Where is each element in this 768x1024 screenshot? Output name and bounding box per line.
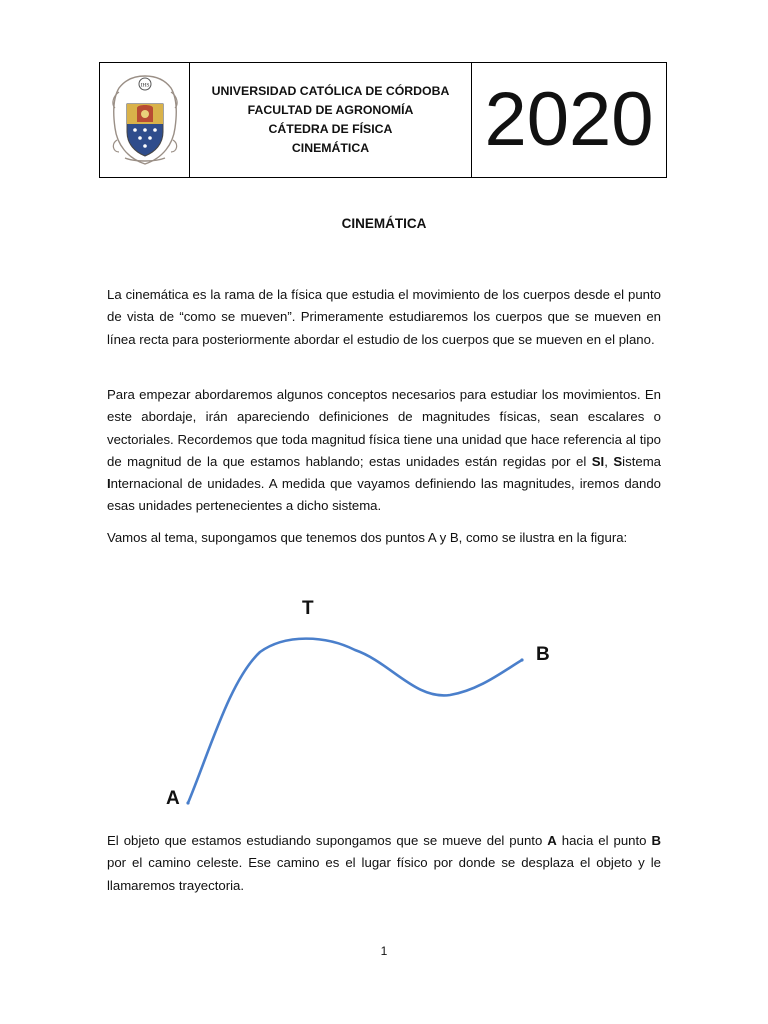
paragraph-units-text-2: , [604, 453, 614, 469]
paragraph-units [107, 384, 661, 518]
university-logo-cell [100, 63, 190, 177]
document-title: CINEMÁTICA [341, 216, 427, 231]
paragraph-trajectory-text-1: El objeto que estamos estudiando supongamos que se mueve del punto [107, 833, 548, 848]
faculty-name: FACULTAD DE AGRONOMÍA [247, 103, 414, 117]
paragraph-units-text-3: istema [622, 453, 662, 469]
chair-name: CÁTEDRA DE FÍSICA [268, 122, 393, 136]
seal-monogram: IHS [140, 82, 149, 89]
university-seal-icon [107, 70, 183, 170]
paragraph-trajectory [107, 830, 661, 897]
label-b: B [536, 644, 550, 665]
paragraph-trajectory-text-3: por el camino celeste. Ese camino es el lugar físico por donde se desplaza el objeto y le llamaremos trayectoria. [107, 855, 661, 893]
label-t: T [302, 598, 314, 619]
paragraph-units-text-1: Para empezar abordaremos algunos conceptos necesarios para estudiar los movimientos. En este abordaje, irán apareciendo definiciones de magnitudes físicas, sean escalares o vectoriales. Recordemos que toda magnitud física tiene una unidad que hace referencia al tipo de magnitud de la que estamos hablando; estas unidades están regidas por el [107, 387, 661, 469]
paragraph-figure-intro: Vamos al tema, supongamos que tenemos dos puntos A y B, como se ilustra en la figura: [107, 530, 628, 545]
year: 2020 [484, 77, 654, 162]
point-b-marker [520, 658, 523, 661]
institution-title-block [190, 63, 472, 177]
page-number: 1 [380, 944, 388, 958]
point-b-ref: B [651, 833, 661, 848]
paragraph-units-text-4: nternacional de unidades. A medida que vayamos definiendo las magnitudes, iremos dando esas unidades pertenecientes a dicho sistema. [107, 476, 661, 514]
si-abbreviation: SI [591, 453, 605, 469]
topic-name: CINEMÁTICA [291, 141, 370, 155]
si-s-letter: S [613, 453, 623, 469]
trajectory-figure [150, 590, 570, 820]
paragraph-trajectory-text-2: hacia el punto [556, 833, 652, 848]
trajectory-curve [188, 639, 522, 803]
paragraph-intro: La cinemática es la rama de la física que estudia el movimiento de los cuerpos desde el punto de vista de “como se mueven”. Primeramente estudiaremos los cuerpos que se mueven en línea recta para posteriormente abordar el estudio de los cuerpos que se mueven en el plano. [107, 287, 661, 347]
header-box [99, 62, 667, 178]
label-a: A [166, 788, 180, 809]
university-name: UNIVERSIDAD CATÓLICA DE CÓRDOBA [211, 84, 450, 98]
si-i-letter: I [107, 476, 111, 492]
point-a-marker [186, 801, 189, 804]
trajectory-diagram [150, 590, 570, 820]
point-a-ref: A [547, 833, 557, 848]
